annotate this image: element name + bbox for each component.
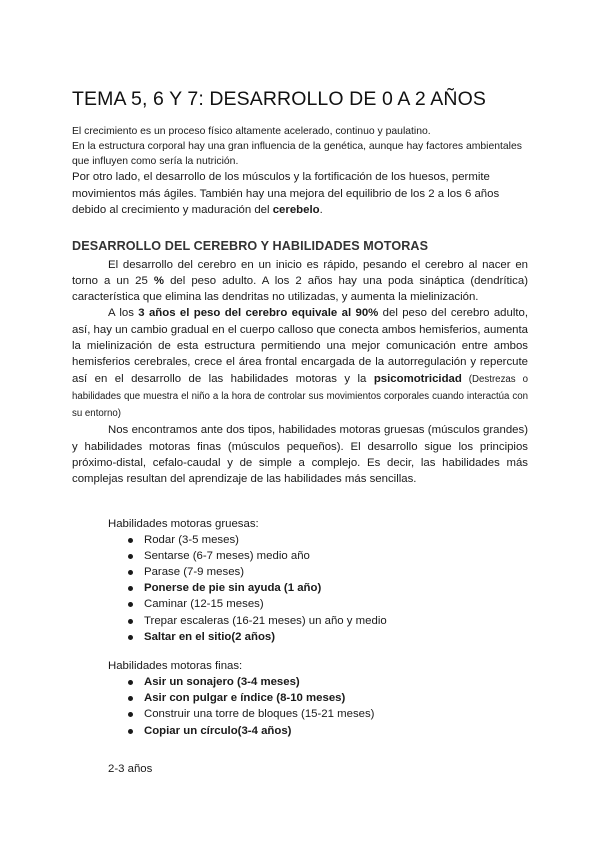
para-text: del peso adulto. A los 2 años hay una poda sináptica (dendrítica) característica que elimina las dendritas no utilizadas, y aumenta la mielinización. [72,274,529,304]
list-item: Parase (7-9 meses) [72,564,528,580]
list-item: Sentarse (6-7 meses) medio año [72,548,528,564]
brain-paragraph-1 [72,257,528,306]
list-item: Asir un sonajero (3-4 meses) [72,674,528,690]
list-item: Caminar (12-15 meses) [72,596,528,612]
intro-keyword-cerebelo: cerebelo [272,204,320,216]
list-item: Ponerse de pie sin ayuda (1 año) [72,580,528,596]
brain-paragraph-2 [72,305,528,422]
document-page [72,88,528,775]
para-bold-brain-weight: 3 años el peso del cerebro equivale al 90% [138,307,379,320]
list-item: Saltar en el sitio(2 años) [72,629,528,645]
list-item: Construir una torre de bloques (15-21 meses) [72,706,528,722]
fine-motor-list [72,674,528,739]
intro-text-end: . [319,204,323,216]
para-text: El desarrollo del cerebro en un inicio es rápido, pesando el cerebro al nacer en torno a un 25 [72,258,528,287]
list-item: Trepar escaleras (16-21 meses) un año y medio [72,613,528,629]
para-definition: (Destrezas o habilidades que muestra el niño a la hora de controlar sus movimientos corporales cuando interactúa con su entorno) [72,373,529,420]
fine-motor-title: Habilidades motoras finas: [108,660,243,673]
gross-motor-title: Habilidades motoras gruesas: [108,517,259,530]
section-heading: DESARROLLO DEL CEREBRO Y HABILIDADES MOTORAS [72,238,429,253]
age-note: 2-3 años [108,762,153,775]
para-bold-psicomotricidad: psicomotricidad [373,372,462,385]
para-text: del peso del cerebro adulto, así, hay un cambio gradual en el cuerpo calloso que conecta ambos hemisferios, aumenta la mielinización de esta estructura permitiendo una mejor comunicación entre ambos hemisferios cerebrales, crece el área frontal encargada de la autorregulación y repercute así en el desarrollo de las habilidades motoras y la [72,307,529,385]
para-text: A los [108,307,139,320]
intro-paragraph-genetics: En la estructura corporal hay una gran influencia de la genética, aunque hay factores ambientales que influyen como sería la nutrición. [72,141,522,167]
intro-text: Por otro lado, el desarrollo de los músculos y la fortificación de los huesos, permite movimientos más ágiles. También hay una mejora del equilibrio de los 2 a los 6 años debido al crecimiento y maduración del [72,171,500,216]
list-item: Rodar (3-5 meses) [72,532,528,548]
intro-paragraph-growth: El crecimiento es un proceso físico altamente acelerado, continuo y paulatino. [72,126,431,137]
intro-paragraph-muscles [72,169,528,219]
gross-motor-list [72,532,528,645]
list-item: Copiar un círculo(3-4 años) [72,723,528,739]
para-bold: % [153,274,165,287]
page-title: TEMA 5, 6 Y 7: DESARROLLO DE 0 A 2 AÑOS [72,88,486,110]
list-item: Asir con pulgar e índice (8-10 meses) [72,690,528,706]
brain-paragraph-3: Nos encontramos ante dos tipos, habilidades motoras gruesas (músculos grandes) y habilidades motoras finas (músculos pequeños). El desarrollo sigue los principios próximo-distal, cefalo-caudal y de simple a complejo. Es decir, las habilidades más complejas resultan del aprendizaje de las habilidades más sencillas. [72,424,528,486]
